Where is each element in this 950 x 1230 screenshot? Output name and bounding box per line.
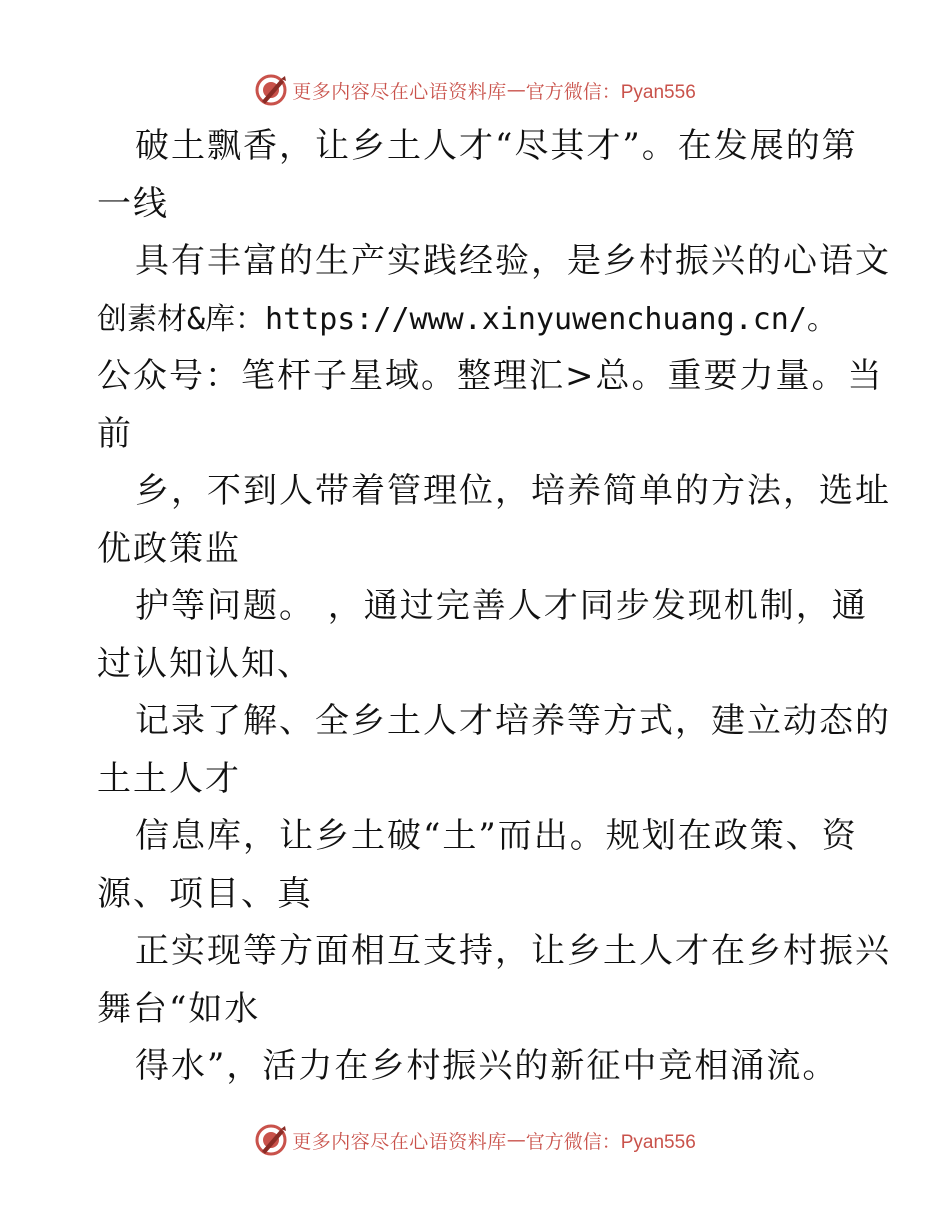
body-line: 公众号：笔杆子星域。整理汇>总。重要力量。当 [97,356,884,396]
body-line: 土土人才 [97,758,241,799]
header-banner-wechat: 官方微信：Pyan556 [525,81,696,103]
body-line: 信息库，让乡土破“土”而出。规划在政策、资 [135,816,858,856]
header-banner-text: 更多内容尽在心语资料库 [292,80,507,103]
footer-banner [0,1120,950,1160]
body-line: 优政策监 [97,528,241,569]
body-line: 一线 [97,183,169,224]
body-line: 正实现等方面相互支持，让乡土人才在乡村振兴 [135,931,891,971]
pen-logo-icon [254,73,288,107]
body-line: 源、项目、真 [97,873,313,914]
document-body [97,118,891,1096]
body-line: 舞台“如水 [97,988,261,1029]
footer-banner-separator: — [506,1129,526,1151]
body-line: 护等问题。 ，通过完善人才同步发现机制，通 [135,586,868,626]
body-line: 破土飘香，让乡土人才“尽其才”。在发展的第 [135,126,858,166]
body-line: 前 [97,413,133,454]
body-line: 过认知认知、 [97,643,313,684]
body-line: 具有丰富的生产实践经验，是乡村振兴的心语文 [135,241,891,281]
body-line-url: 创素材&库：https://www.xinyuwenchuang.cn/。 [97,301,837,337]
header-banner [0,70,950,110]
body-line: 乡，不到人带着管理位，培养简单的方法，选址 [135,471,891,511]
header-banner-separator: — [506,79,526,101]
footer-banner-wechat: 官方微信：Pyan556 [525,1131,696,1153]
body-line: 记录了解、全乡土人才培养等方式，建立动态的 [135,701,891,741]
pen-logo-icon [254,1123,288,1157]
body-line: 得水”，活力在乡村振兴的新征中竞相涌流。 [135,1046,839,1086]
footer-banner-text: 更多内容尽在心语资料库 [292,1130,507,1153]
